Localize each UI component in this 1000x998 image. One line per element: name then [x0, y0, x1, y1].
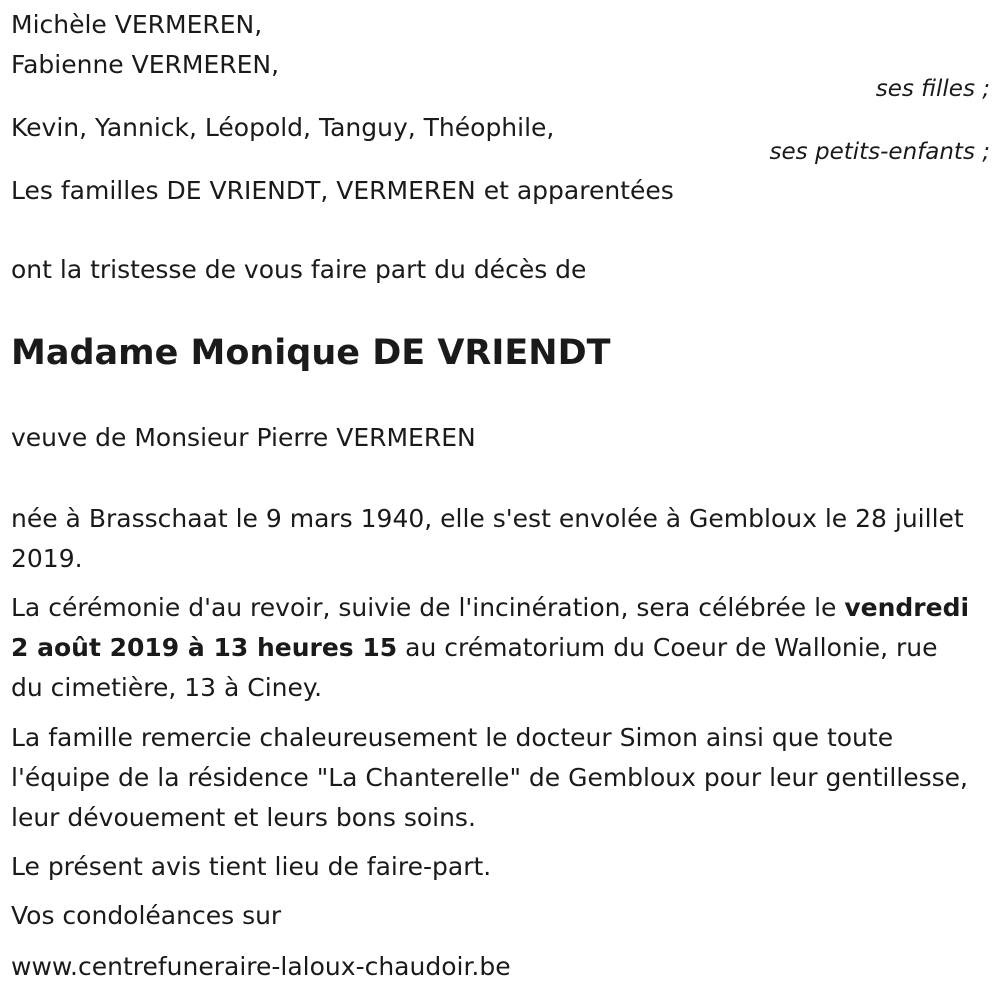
daughter-1: Michèle VERMEREN,: [11, 10, 263, 39]
ceremony-intro: La cérémonie d'au revoir, suivie de l'incinération, sera célébrée le: [11, 593, 845, 622]
ceremony-location: au crématorium du Coeur de Wallonie, rue du cimetière, 13 à Ciney.: [11, 633, 938, 702]
deceased-name: Madame Monique DE VRIENDT: [11, 333, 611, 373]
ceremony-date-time: vendredi 2 août 2019 à 13 heures 15: [11, 593, 970, 662]
notice: Le présent avis tient lieu de faire-part.: [11, 852, 492, 881]
announcement: ont la tristesse de vous faire part du décès de: [11, 255, 587, 284]
condolences-url[interactable]: www.centrefuneraire-laloux-chaudoir.be: [11, 952, 511, 981]
daughters-role: ses filles ;: [875, 76, 990, 102]
widow-of: veuve de Monsieur Pierre VERMEREN: [11, 423, 476, 452]
families: Les familles DE VRIENDT, VERMEREN et apparentées: [11, 176, 674, 205]
condolences-label: Vos condoléances sur: [11, 901, 282, 930]
ceremony: [11, 588, 971, 708]
grandchildren: Kevin, Yannick, Léopold, Tanguy, Théophile,: [11, 113, 555, 142]
daughter-2: Fabienne VERMEREN,: [11, 50, 280, 79]
thanks: La famille remercie chaleureusement le docteur Simon ainsi que toute l'équipe de la résidence "La Chanterelle" de Gembloux pour leur gentillesse, leur dévouement et leurs bons soins.: [11, 723, 969, 832]
grandchildren-role: ses petits-enfants ;: [769, 139, 990, 165]
birth-death: née à Brasschaat le 9 mars 1940, elle s'est envolée à Gembloux le 28 juillet 2019.: [11, 504, 964, 573]
